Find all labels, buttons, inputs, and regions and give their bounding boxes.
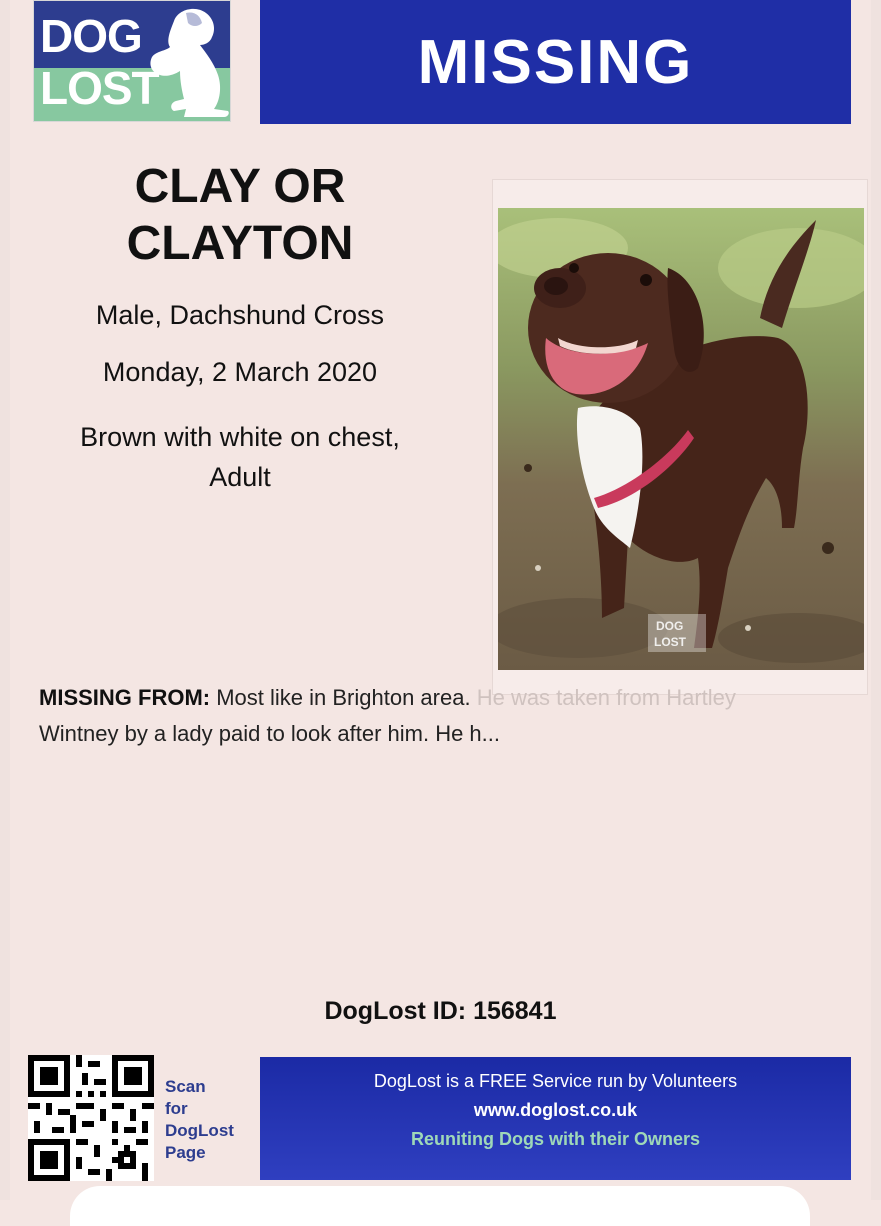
qr-code-icon[interactable]	[28, 1055, 154, 1181]
missing-from-text-line-2: Wintney by a lady paid to look after him. He h...	[39, 721, 501, 746]
missing-from-faded-text: He was taken from Hartley	[476, 685, 736, 710]
missing-banner: MISSING	[260, 0, 851, 124]
scan-line-2: for	[165, 1099, 188, 1118]
photo-watermark-line-1: DOG	[656, 619, 684, 633]
doglost-logo	[33, 0, 231, 122]
dog-name: CLAY OR CLAYTON	[126, 160, 354, 270]
missing-from-text: Most like in Brighton area.	[216, 685, 471, 710]
missing-from-section	[39, 680, 839, 752]
sex-breed: Male, Dachshund Cross	[95, 300, 385, 330]
scan-line-1: Scan	[165, 1077, 206, 1096]
dog-photo-image	[498, 208, 864, 670]
missing-from-label: MISSING FROM:	[39, 685, 211, 710]
logo-word-lost: LOST	[40, 62, 159, 114]
description	[40, 417, 440, 497]
photo-watermark-line-2: LOST	[654, 635, 686, 649]
description-line-1: Brown with white on chest,	[80, 422, 400, 452]
scan-line-4: Page	[165, 1143, 206, 1162]
footer-website-link[interactable]: www.doglost.co.uk	[473, 1100, 638, 1120]
dog-photo	[498, 208, 864, 670]
scan-for-doglost-label	[165, 1076, 255, 1164]
bottom-sheet-edge	[70, 1186, 810, 1226]
scan-line-3: DogLost	[165, 1121, 234, 1140]
doglost-id: DogLost ID: 156841	[324, 997, 557, 1025]
date-lost: Monday, 2 March 2020	[102, 357, 378, 387]
footer-tagline: Reuniting Dogs with their Owners	[410, 1129, 700, 1149]
dog-silhouette-icon	[144, 5, 231, 117]
logo-word-dog: DOG	[40, 10, 142, 62]
description-line-2: Adult	[209, 462, 271, 492]
footer-banner	[260, 1057, 851, 1180]
footer-free-service: DogLost is a FREE Service run by Volunteers	[373, 1071, 738, 1091]
